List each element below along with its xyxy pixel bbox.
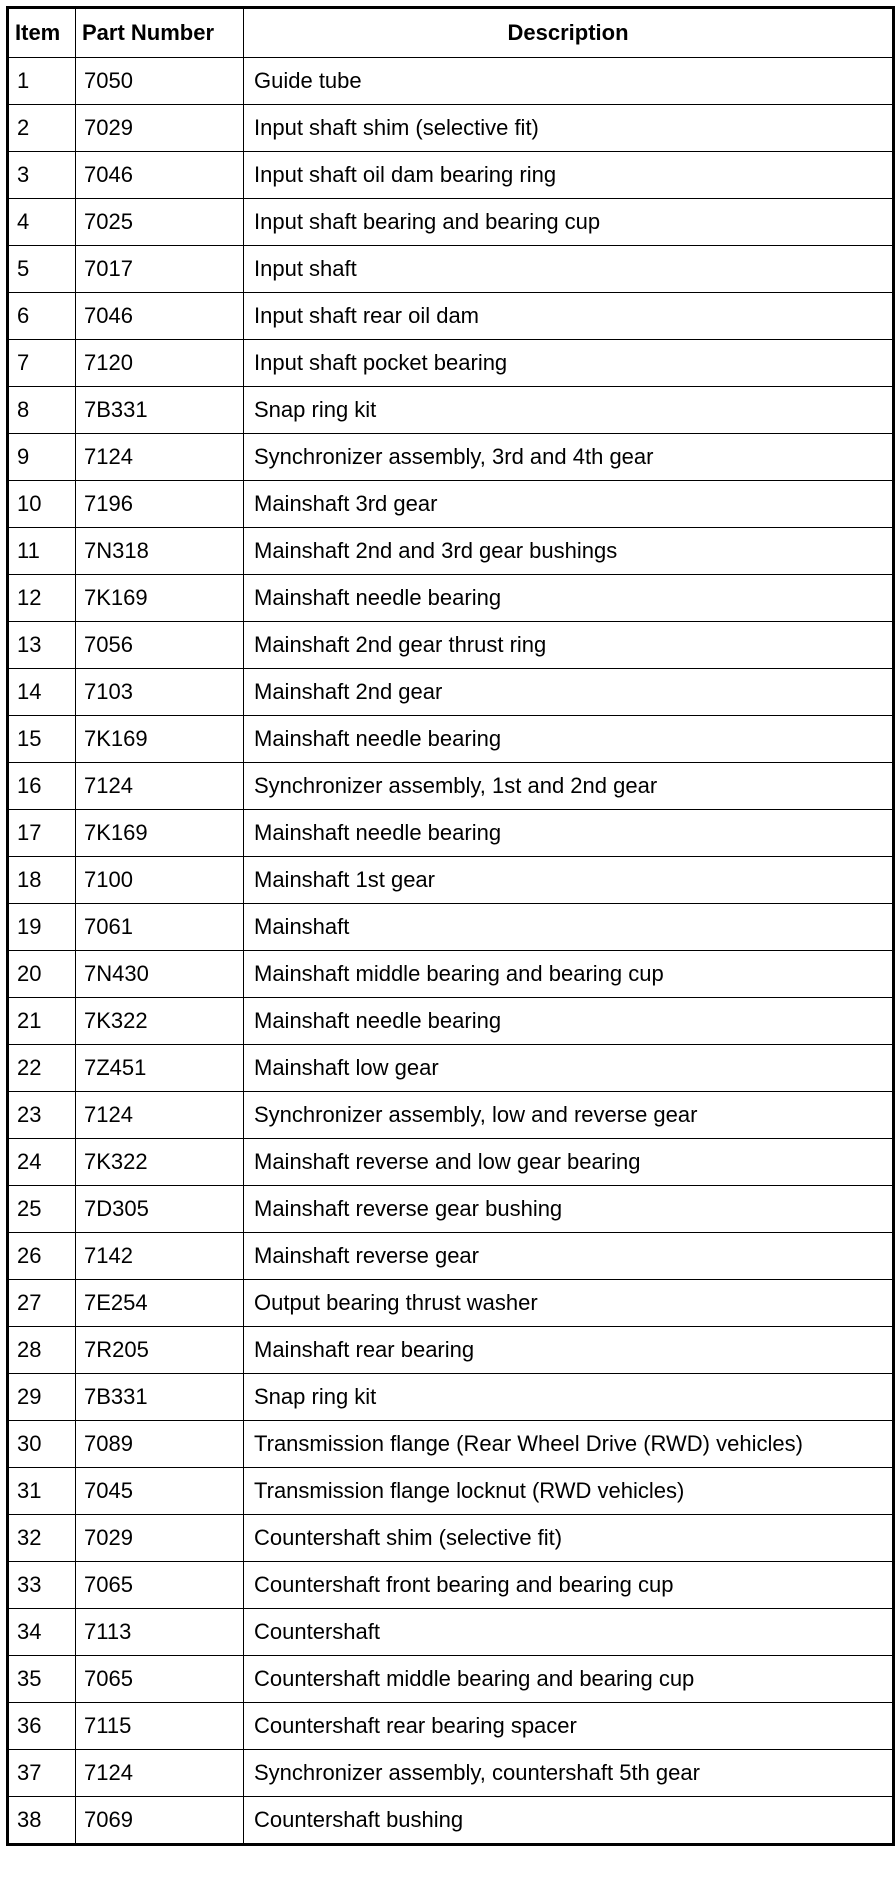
- part-number-cell: 7124: [76, 434, 244, 481]
- part-number-cell: 7061: [76, 904, 244, 951]
- part-number-cell: 7K322: [76, 998, 244, 1045]
- description-cell: Countershaft bushing: [244, 1797, 894, 1845]
- item-cell: 5: [8, 246, 76, 293]
- description-cell: Input shaft rear oil dam: [244, 293, 894, 340]
- description-cell: Snap ring kit: [244, 387, 894, 434]
- table-row: [8, 58, 894, 105]
- item-cell: 17: [8, 810, 76, 857]
- item-cell: 36: [8, 1703, 76, 1750]
- description-cell: Mainshaft: [244, 904, 894, 951]
- description-cell: Mainshaft 2nd gear: [244, 669, 894, 716]
- item-cell: 24: [8, 1139, 76, 1186]
- description-cell: Output bearing thrust washer: [244, 1280, 894, 1327]
- item-cell: 3: [8, 152, 76, 199]
- part-number-cell: 7103: [76, 669, 244, 716]
- item-cell: 2: [8, 105, 76, 152]
- table-row: [8, 1797, 894, 1845]
- description-cell: Guide tube: [244, 58, 894, 105]
- description-cell: Snap ring kit: [244, 1374, 894, 1421]
- description-cell: Mainshaft 2nd and 3rd gear bushings: [244, 528, 894, 575]
- item-cell: 31: [8, 1468, 76, 1515]
- item-cell: 35: [8, 1656, 76, 1703]
- description-cell: Countershaft rear bearing spacer: [244, 1703, 894, 1750]
- table-row: [8, 387, 894, 434]
- item-cell: 4: [8, 199, 76, 246]
- table-row: [8, 904, 894, 951]
- description-cell: Mainshaft needle bearing: [244, 998, 894, 1045]
- item-cell: 13: [8, 622, 76, 669]
- description-cell: Synchronizer assembly, 1st and 2nd gear: [244, 763, 894, 810]
- table-row: [8, 1092, 894, 1139]
- part-number-cell: 7115: [76, 1703, 244, 1750]
- item-cell: 18: [8, 857, 76, 904]
- table-row: [8, 434, 894, 481]
- description-cell: Mainshaft reverse and low gear bearing: [244, 1139, 894, 1186]
- part-number-cell: 7017: [76, 246, 244, 293]
- item-cell: 32: [8, 1515, 76, 1562]
- part-number-cell: 7K169: [76, 575, 244, 622]
- table-row: [8, 1656, 894, 1703]
- table-row: [8, 1186, 894, 1233]
- table-row: [8, 669, 894, 716]
- table-row: [8, 340, 894, 387]
- part-number-cell: 7K169: [76, 716, 244, 763]
- table-row: [8, 1327, 894, 1374]
- part-number-cell: 7R205: [76, 1327, 244, 1374]
- table-row: [8, 1045, 894, 1092]
- item-cell: 37: [8, 1750, 76, 1797]
- description-cell: Mainshaft 2nd gear thrust ring: [244, 622, 894, 669]
- table-row: [8, 105, 894, 152]
- part-number-cell: 7124: [76, 763, 244, 810]
- item-cell: 38: [8, 1797, 76, 1845]
- description-cell: Input shaft shim (selective fit): [244, 105, 894, 152]
- part-number-cell: 7D305: [76, 1186, 244, 1233]
- table-row: [8, 1703, 894, 1750]
- table-row: [8, 1374, 894, 1421]
- item-cell: 10: [8, 481, 76, 528]
- parts-table: [6, 6, 895, 1846]
- part-number-cell: 7029: [76, 105, 244, 152]
- part-number-cell: 7N430: [76, 951, 244, 998]
- part-number-cell: 7120: [76, 340, 244, 387]
- description-cell: Countershaft middle bearing and bearing cup: [244, 1656, 894, 1703]
- item-cell: 6: [8, 293, 76, 340]
- item-cell: 12: [8, 575, 76, 622]
- table-row: [8, 199, 894, 246]
- description-cell: Input shaft bearing and bearing cup: [244, 199, 894, 246]
- description-cell: Mainshaft needle bearing: [244, 810, 894, 857]
- table-row: [8, 951, 894, 998]
- table-row: [8, 857, 894, 904]
- table-row: [8, 481, 894, 528]
- description-cell: Input shaft pocket bearing: [244, 340, 894, 387]
- description-cell: Mainshaft reverse gear bushing: [244, 1186, 894, 1233]
- item-cell: 34: [8, 1609, 76, 1656]
- item-cell: 9: [8, 434, 76, 481]
- item-cell: 21: [8, 998, 76, 1045]
- part-number-cell: 7E254: [76, 1280, 244, 1327]
- item-cell: 29: [8, 1374, 76, 1421]
- part-number-cell: 7050: [76, 58, 244, 105]
- part-number-cell: 7029: [76, 1515, 244, 1562]
- table-row: [8, 1468, 894, 1515]
- description-cell: Input shaft oil dam bearing ring: [244, 152, 894, 199]
- part-number-cell: 7124: [76, 1092, 244, 1139]
- part-number-cell: 7065: [76, 1656, 244, 1703]
- part-number-cell: 7K169: [76, 810, 244, 857]
- description-cell: Mainshaft 1st gear: [244, 857, 894, 904]
- part-number-cell: 7B331: [76, 1374, 244, 1421]
- table-row: [8, 152, 894, 199]
- table-row: [8, 293, 894, 340]
- item-cell: 15: [8, 716, 76, 763]
- item-cell: 16: [8, 763, 76, 810]
- item-cell: 27: [8, 1280, 76, 1327]
- header-item: Item: [8, 8, 76, 58]
- part-number-cell: 7025: [76, 199, 244, 246]
- part-number-cell: 7056: [76, 622, 244, 669]
- table-row: [8, 1562, 894, 1609]
- item-cell: 26: [8, 1233, 76, 1280]
- description-cell: Mainshaft rear bearing: [244, 1327, 894, 1374]
- table-row: [8, 528, 894, 575]
- description-cell: Countershaft front bearing and bearing cup: [244, 1562, 894, 1609]
- description-cell: Transmission flange (Rear Wheel Drive (RWD) vehicles): [244, 1421, 894, 1468]
- item-cell: 19: [8, 904, 76, 951]
- description-cell: Mainshaft middle bearing and bearing cup: [244, 951, 894, 998]
- part-number-cell: 7K322: [76, 1139, 244, 1186]
- item-cell: 14: [8, 669, 76, 716]
- description-cell: Countershaft: [244, 1609, 894, 1656]
- item-cell: 1: [8, 58, 76, 105]
- part-number-cell: 7046: [76, 293, 244, 340]
- table-row: [8, 1421, 894, 1468]
- item-cell: 25: [8, 1186, 76, 1233]
- item-cell: 23: [8, 1092, 76, 1139]
- table-row: [8, 998, 894, 1045]
- description-cell: Mainshaft needle bearing: [244, 575, 894, 622]
- part-number-cell: 7045: [76, 1468, 244, 1515]
- table-row: [8, 1233, 894, 1280]
- part-number-cell: 7065: [76, 1562, 244, 1609]
- part-number-cell: 7089: [76, 1421, 244, 1468]
- item-cell: 7: [8, 340, 76, 387]
- item-cell: 22: [8, 1045, 76, 1092]
- item-cell: 20: [8, 951, 76, 998]
- description-cell: Synchronizer assembly, countershaft 5th gear: [244, 1750, 894, 1797]
- header-row: [8, 8, 894, 58]
- description-cell: Input shaft: [244, 246, 894, 293]
- description-cell: Transmission flange locknut (RWD vehicles): [244, 1468, 894, 1515]
- table-row: [8, 1609, 894, 1656]
- part-number-cell: 7113: [76, 1609, 244, 1656]
- part-number-cell: 7124: [76, 1750, 244, 1797]
- description-cell: Synchronizer assembly, low and reverse gear: [244, 1092, 894, 1139]
- description-cell: Countershaft shim (selective fit): [244, 1515, 894, 1562]
- part-number-cell: 7N318: [76, 528, 244, 575]
- description-cell: Mainshaft reverse gear: [244, 1233, 894, 1280]
- item-cell: 11: [8, 528, 76, 575]
- table-row: [8, 246, 894, 293]
- item-cell: 28: [8, 1327, 76, 1374]
- part-number-cell: 7B331: [76, 387, 244, 434]
- table-row: [8, 1139, 894, 1186]
- table-header: [8, 8, 894, 58]
- table-body: [8, 58, 894, 1845]
- description-cell: Synchronizer assembly, 3rd and 4th gear: [244, 434, 894, 481]
- part-number-cell: 7046: [76, 152, 244, 199]
- header-description: Description: [244, 8, 894, 58]
- table-row: [8, 716, 894, 763]
- part-number-cell: 7069: [76, 1797, 244, 1845]
- part-number-cell: 7100: [76, 857, 244, 904]
- item-cell: 30: [8, 1421, 76, 1468]
- table-row: [8, 622, 894, 669]
- item-cell: 8: [8, 387, 76, 434]
- table-row: [8, 1750, 894, 1797]
- table-row: [8, 575, 894, 622]
- table-row: [8, 810, 894, 857]
- header-part-number: Part Number: [76, 8, 244, 58]
- part-number-cell: 7Z451: [76, 1045, 244, 1092]
- item-cell: 33: [8, 1562, 76, 1609]
- table-row: [8, 1280, 894, 1327]
- table-row: [8, 763, 894, 810]
- part-number-cell: 7142: [76, 1233, 244, 1280]
- description-cell: Mainshaft needle bearing: [244, 716, 894, 763]
- description-cell: Mainshaft 3rd gear: [244, 481, 894, 528]
- part-number-cell: 7196: [76, 481, 244, 528]
- table-row: [8, 1515, 894, 1562]
- description-cell: Mainshaft low gear: [244, 1045, 894, 1092]
